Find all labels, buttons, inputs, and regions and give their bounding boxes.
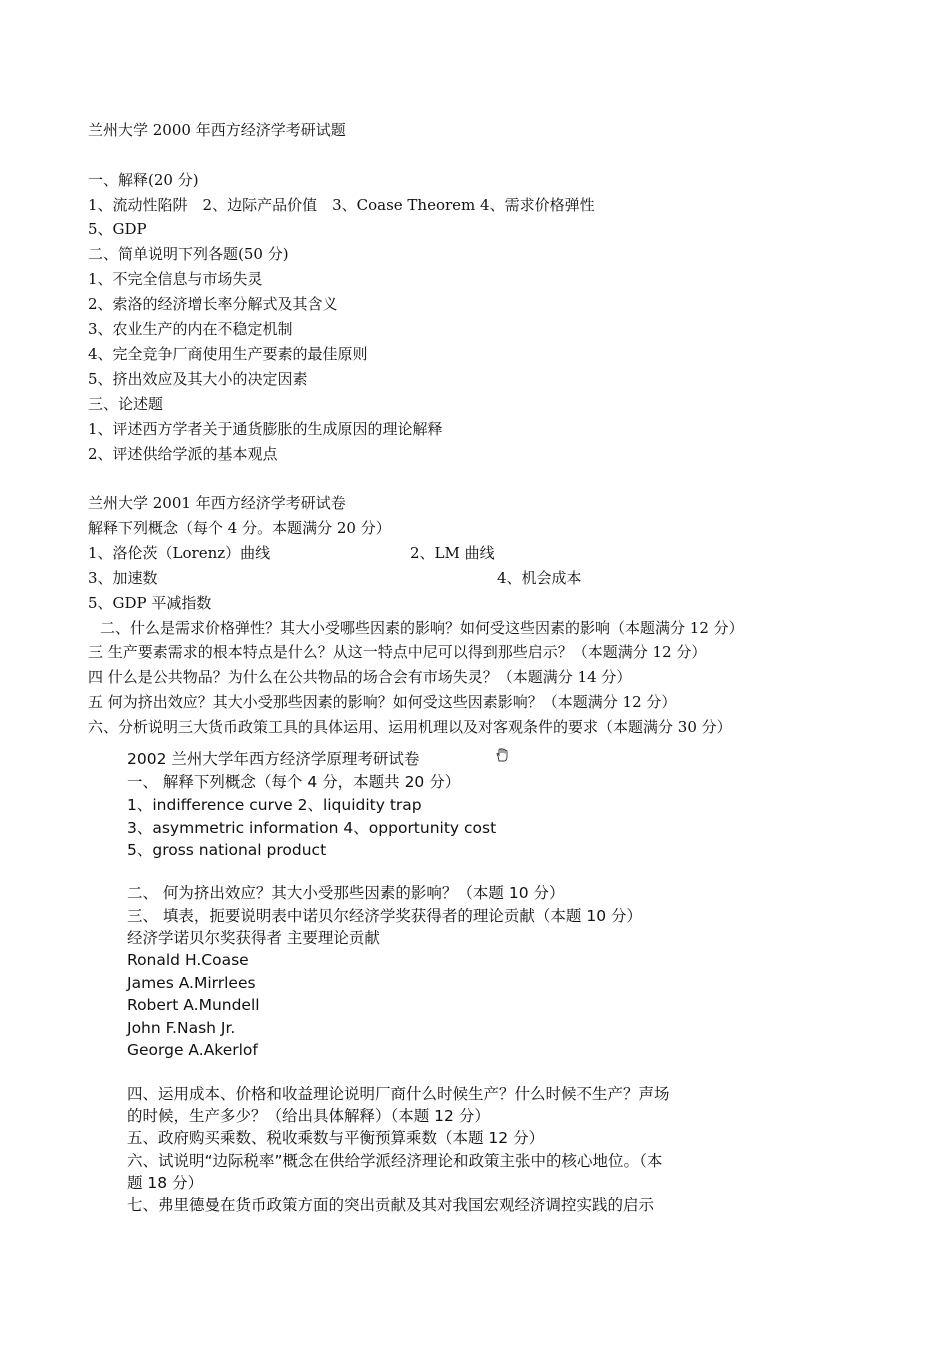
laureate-table-header: 经济学诺贝尔奖获得者 主要理论贡献	[127, 929, 380, 947]
exam-2002-question4-line1: 四、运用成本、价格和收益理论说明厂商什么时候生产？什么时候不生产？声场	[127, 1085, 670, 1103]
exam-2002-question3: 三、 填表，扼要说明表中诺贝尔经济学奖获得者的理论贡献（本题 10 分）	[127, 907, 643, 925]
list-item: 4、完全竞争厂商使用生产要素的最佳原则	[88, 345, 368, 363]
exam-2001-question5: 五 何为挤出效应？其大小受那些因素的影响？如何受这些因素影响？（本题满分 12 分）	[88, 693, 677, 711]
list-item: 5、挤出效应及其大小的决定因素	[88, 370, 308, 388]
exam-2002-question6-line2: 题 18 分）	[127, 1174, 204, 1192]
table-row: James A.Mirrlees	[127, 974, 256, 992]
table-row: Robert A.Mundell	[127, 996, 260, 1014]
exam-2001-intro: 解释下列概念（每个 4 分。本题满分 20 分）	[88, 519, 391, 537]
exam-2000-section3-heading: 三、论述题	[88, 395, 164, 413]
exam-2002-question6-line1: 六、试说明“边际税率”概念在供给学派经济理论和政策主张中的核心地位。（本	[127, 1152, 663, 1170]
exam-2000-section2-heading: 二、简单说明下列各题(50 分)	[88, 245, 289, 263]
list-item: 3、农业生产的内在不稳定机制	[88, 320, 293, 338]
table-row: Ronald H.Coase	[127, 951, 249, 969]
exam-2002-question5: 五、政府购买乘数、税收乘数与平衡预算乘数（本题 12 分）	[127, 1129, 545, 1147]
exam-2000-section1-line2: 5、GDP	[88, 220, 147, 238]
exam-2001-question2: 二、什么是需求价格弹性？其大小受哪些因素的影响？如何受这些因素的影响（本题满分 12 分）	[100, 619, 744, 637]
exam-2000-section1-line1: 1、流动性陷阱 2、边际产品价值 3、Coase Theorem 4、需求价格弹性	[88, 196, 595, 214]
hand-cursor-icon	[495, 748, 509, 762]
exam-2001-question6: 六、分析说明三大货币政策工具的具体运用、运用机理以及对客观条件的要求（本题满分 30 分）	[88, 718, 732, 736]
table-row: George A.Akerlof	[127, 1041, 258, 1059]
list-item: 5、gross national product	[127, 841, 327, 859]
exam-2001-question4: 四 什么是公共物品？为什么在公共物品的场合会有市场失灵？（本题满分 14 分）	[88, 668, 632, 686]
exam-2002-title: 2002 兰州大学年西方经济学原理考研试卷	[127, 750, 420, 768]
exam-2001-question3: 三 生产要素需求的根本特点是什么？从这一特点中尼可以得到那些启示？（本题满分 12 分）	[88, 643, 707, 661]
list-item: 4、机会成本	[497, 569, 582, 587]
exam-2002-question4-line2: 的时候，生产多少？（给出具体解释）（本题 12 分）	[127, 1107, 490, 1125]
exam-2002-question2: 二、 何为挤出效应？其大小受那些因素的影响？（本题 10 分）	[127, 884, 565, 902]
exam-2002-question7: 七、弗里德曼在货币政策方面的突出贡献及其对我国宏观经济调控实践的启示	[127, 1196, 655, 1214]
list-item: 1、洛伦茨（Lorenz）曲线	[88, 544, 271, 562]
list-item: 3、asymmetric information 4、opportunity cost	[127, 819, 497, 837]
list-item: 2、索洛的经济增长率分解式及其含义	[88, 295, 338, 313]
list-item: 1、indifference curve 2、liquidity trap	[127, 796, 422, 814]
exam-2000-section1-heading: 一、解释(20 分)	[88, 171, 199, 189]
list-item: 2、LM 曲线	[410, 544, 495, 562]
list-item: 2、评述供给学派的基本观点	[88, 445, 278, 463]
list-item: 3、加速数	[88, 569, 158, 587]
exam-2000-title: 兰州大学 2000 年西方经济学考研试题	[88, 121, 346, 139]
exam-2002-question1-heading: 一、 解释下列概念（每个 4 分，本题共 20 分）	[127, 773, 461, 791]
list-item: 5、GDP 平减指数	[88, 594, 212, 612]
table-row: John F.Nash Jr.	[127, 1019, 236, 1037]
list-item: 1、不完全信息与市场失灵	[88, 270, 263, 288]
list-item: 1、评述西方学者关于通货膨胀的生成原因的理论解释	[88, 420, 443, 438]
exam-2001-title: 兰州大学 2001 年西方经济学考研试卷	[88, 494, 346, 512]
